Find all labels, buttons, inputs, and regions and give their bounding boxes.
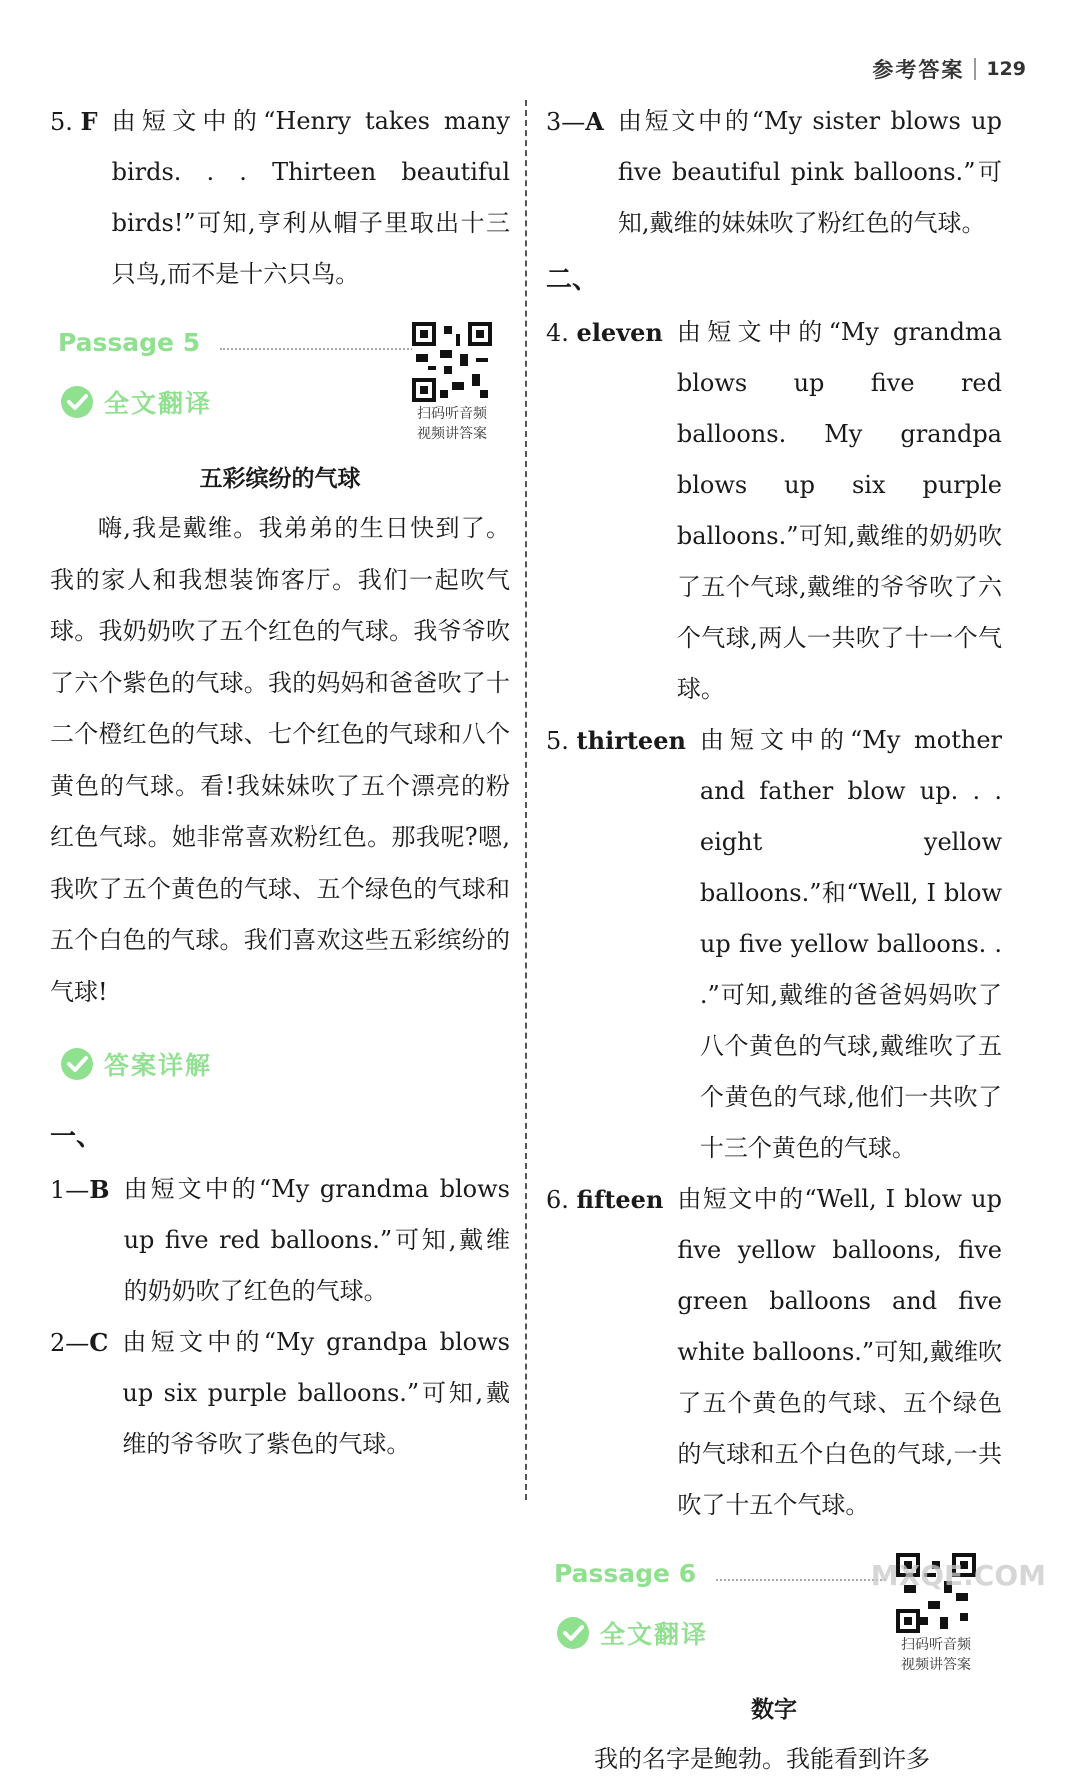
answer-item	[546, 96, 1002, 249]
story-title: 五彩缤纷的气球	[199, 466, 361, 492]
header-separator	[974, 58, 976, 80]
translation-heading	[556, 1615, 708, 1651]
item-explanation: 由短文中的“Well, I blow up five yellow balloons, five green balloons and five white balloons.”可知,戴维吹了五个黄色的气球、五个绿色的气球和五个白色的气球,一共吹了十五个气球。	[677, 1185, 1002, 1519]
page-header	[872, 54, 1026, 84]
translation-label: 全文翻译	[600, 1620, 709, 1649]
answer-item	[50, 1164, 510, 1317]
item-number: 1—B	[50, 1175, 110, 1204]
passage-title: Passage 5	[58, 328, 201, 357]
item-explanation: 由短文中的“My mother and father blow up. . . eight yellow balloons.”和“Well, I blow up five yellow balloons. . .”可知,戴维的爸爸妈妈吹了八个黄色的气球,戴维吹了五个黄色的气球,他们一共吹了十三个黄色的气球。	[699, 726, 1002, 1162]
answer-item	[546, 307, 1002, 715]
page-number: 129	[986, 58, 1026, 80]
watermark: MXQE.COM	[870, 1559, 1046, 1592]
item-explanation: 由短文中的“My grandpa blows up six purple balloons.”可知,戴维的爷爷吹了紫色的气球。	[122, 1328, 510, 1458]
qr-code-icon[interactable]	[412, 322, 492, 402]
item-answer: C	[89, 1328, 109, 1357]
header-title: 参考答案	[872, 58, 965, 82]
translation-heading	[60, 384, 212, 420]
item-explanation: 由短文中的“Henry takes many birds. . . Thirteen beautiful birds!”可知,亨利从帽子里取出十三只鸟,而不是十六只鸟。	[111, 107, 510, 288]
item-number: 6. fifteen	[546, 1185, 664, 1214]
item-answer: A	[585, 107, 604, 136]
answer-item	[50, 1317, 510, 1470]
item-number: 5. F	[50, 107, 98, 136]
item-answer: fifteen	[576, 1185, 664, 1214]
item-number: 3—A	[546, 107, 604, 136]
answers-heading-row	[50, 1036, 510, 1106]
qr-code-caption: 扫码听音频 视频讲答案	[901, 1637, 971, 1673]
item-number: 4. eleven	[546, 318, 663, 347]
check-circle-icon	[60, 385, 94, 419]
section-two-heading: 二、	[546, 265, 599, 295]
passage-title: Passage 6	[554, 1559, 697, 1588]
item-answer: thirteen	[576, 726, 686, 755]
passage-5-header	[50, 322, 510, 452]
item-explanation: 由短文中的“My grandma blows up five red balloons. My grandpa blows up six purple balloons.”可知,戴维的奶奶吹了五个气球,戴维的爷爷吹了六个气球,两人一共吹了十一个气球。	[676, 318, 1002, 703]
story-text: 我的名字是鲍勃。我能看到许多	[594, 1745, 930, 1773]
section-one-heading: 一、	[50, 1122, 103, 1152]
item-answer: B	[89, 1175, 110, 1204]
item-answer: eleven	[576, 318, 663, 347]
dotted-divider	[716, 1579, 886, 1581]
qr-code-caption: 扫码听音频 视频讲答案	[417, 406, 487, 442]
answers-heading	[60, 1046, 212, 1082]
right-column	[546, 96, 1002, 1786]
answer-item	[50, 96, 510, 300]
story-text: 嗨,我是戴维。我弟弟的生日快到了。我的家人和我想装饰客厅。我们一起吹气球。我奶奶吹了五个红色的气球。我爷爷吹了六个紫色的气球。我的妈妈和爸爸吹了十二个橙红色的气球、七个红色的气球和八个黄色的气球。看!我妹妹吹了五个漂亮的粉红色气球。她非常喜欢粉红色。那我呢?嗯,我吹了五个黄色的气球、五个绿色的气球和五个白色的气球。我们喜欢这些五彩缤纷的气球!	[50, 514, 510, 1006]
item-number: 5. thirteen	[546, 726, 686, 755]
translation-label: 全文翻译	[104, 389, 213, 418]
column-divider	[525, 100, 527, 1500]
item-number: 2—C	[50, 1328, 109, 1357]
answer-item	[546, 715, 1002, 1174]
item-answer: F	[80, 107, 98, 136]
dotted-divider	[220, 348, 420, 350]
item-explanation: 由短文中的“My sister blows up five beautiful pink balloons.”可知,戴维的妹妹吹了粉红色的气球。	[617, 107, 1002, 237]
answers-label: 答案详解	[104, 1051, 213, 1080]
answer-item	[546, 1174, 1002, 1531]
check-circle-icon	[556, 1616, 590, 1650]
story-title: 数字	[751, 1697, 797, 1723]
check-circle-icon	[60, 1047, 94, 1081]
left-column	[50, 96, 510, 1470]
item-explanation: 由短文中的“My grandma blows up five red balloons.”可知,戴维的奶奶吹了红色的气球。	[123, 1175, 510, 1305]
